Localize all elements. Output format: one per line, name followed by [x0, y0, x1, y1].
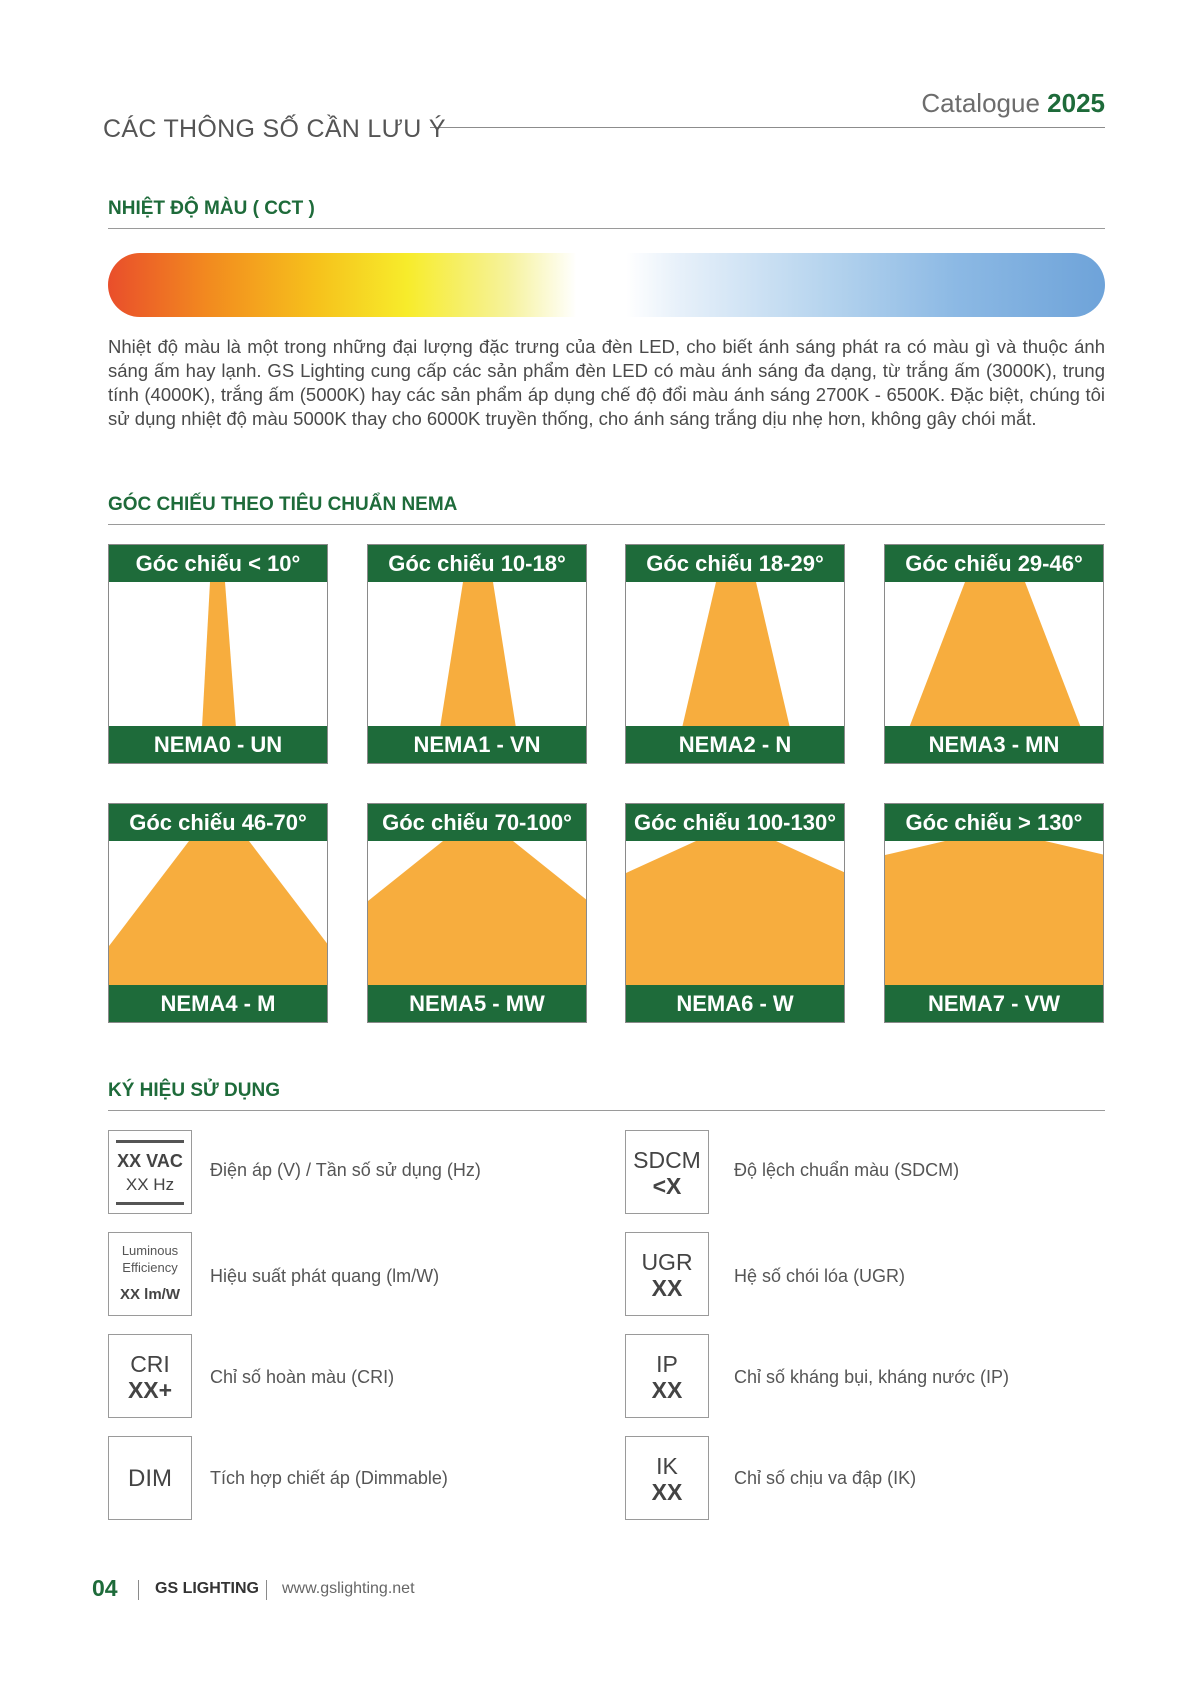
page-number: 04 — [92, 1575, 118, 1601]
nema-card-angle: Góc chiếu 29-46° — [885, 545, 1103, 582]
nema-card-angle: Góc chiếu < 10° — [109, 545, 327, 582]
nema-card-0 — [108, 544, 328, 764]
nema-card-label: NEMA3 - MN — [885, 726, 1103, 763]
symbol-line1: UGR — [641, 1249, 693, 1275]
symbol-desc: Chỉ số chịu va đập (IK) — [734, 1468, 917, 1488]
symbol-line1: DIM — [128, 1465, 172, 1492]
cct-heading: NHIỆT ĐỘ MÀU ( CCT ) — [108, 198, 315, 219]
symbol-line2: <X — [652, 1173, 682, 1199]
footer-separator — [138, 1580, 139, 1600]
nema-card-1 — [367, 544, 587, 764]
symbol-line1: IK — [656, 1453, 678, 1479]
symbol-line1: SDCM — [633, 1147, 701, 1173]
luminous-efficiency-symbol — [108, 1232, 192, 1316]
nema-card-6 — [625, 803, 845, 1023]
beam-shape-nema3 — [885, 582, 1104, 728]
symbol-desc: Hệ số chói lóa (UGR) — [734, 1266, 906, 1286]
symbol-line2: XX — [651, 1377, 683, 1403]
nema-card-label: NEMA0 - UN — [109, 726, 327, 763]
symbol-line1: Luminous — [121, 1243, 179, 1258]
symbol-line1: IP — [656, 1351, 678, 1377]
nema-card-7 — [884, 803, 1104, 1023]
symbol-desc: Chỉ số hoàn màu (CRI) — [210, 1367, 395, 1387]
nema-card-label: NEMA2 - N — [626, 726, 844, 763]
symbol-line2: XX — [651, 1479, 683, 1505]
nema-card-label: NEMA4 - M — [109, 985, 327, 1022]
catalogue-word: Catalogue — [921, 88, 1040, 118]
footer-separator — [266, 1580, 267, 1600]
beam-shape-nema7 — [885, 841, 1104, 987]
symbol-desc: Chỉ số kháng bụi, kháng nước (IP) — [734, 1367, 1009, 1387]
cct-description: Nhiệt độ màu là một trong những đại lượng đặc trưng của đèn LED, cho biết ánh sáng phát ra có màu gì và thuộc ánh sáng ấm hay lạnh. GS Lighting cung cấp các sản phẩm đèn LED có màu ánh sáng đa dạng, từ trắng ấm (3000K), trung tính (4000K), trắng ấm (5000K) hay các sản phẩm áp dụng chế độ đổi màu ánh sáng 2700K - 6500K. Đặc biệt, chúng tôi sử dụng nhiệt độ màu 5000K thay cho 6000K truyền thống, cho ánh sáng trắng dịu nhẹ hơn, không gây chói mắt. — [108, 336, 1105, 429]
symbol-bottom-rule — [116, 1202, 184, 1205]
cct-gradient-bar — [108, 253, 1105, 317]
symbols-heading: KÝ HIỆU SỬ DỤNG — [108, 1080, 281, 1101]
footer-brand: GS LIGHTING — [155, 1580, 259, 1597]
nema-card-angle: Góc chiếu 18-29° — [626, 545, 844, 582]
nema-card-4 — [108, 803, 328, 1023]
nema-card-angle: Góc chiếu > 130° — [885, 804, 1103, 841]
dim-symbol — [108, 1436, 192, 1520]
nema-card-angle: Góc chiếu 10-18° — [368, 545, 586, 582]
ip-symbol — [625, 1334, 709, 1418]
beam-shape-nema5 — [368, 841, 587, 987]
sdcm-symbol — [625, 1130, 709, 1214]
nema-heading: GÓC CHIẾU THEO TIÊU CHUẨN NEMA — [108, 494, 458, 515]
nema-card-label: NEMA5 - MW — [368, 985, 586, 1022]
beam-shape-nema2 — [626, 582, 845, 728]
symbol-line1: XX VAC — [117, 1151, 183, 1171]
nema-heading-divider — [108, 524, 1105, 525]
symbol-desc: Độ lệch chuẩn màu (SDCM) — [734, 1160, 960, 1180]
symbol-desc: Điện áp (V) / Tần số sử dụng (Hz) — [210, 1160, 481, 1180]
beam-shape-nema6 — [626, 841, 845, 987]
symbol-desc: Tích hợp chiết áp (Dimmable) — [210, 1468, 448, 1488]
symbol-line2: XX lm/W — [119, 1286, 180, 1303]
beam-shape-nema1 — [368, 582, 587, 728]
cct-heading-divider — [108, 228, 1105, 229]
symbol-top-rule — [116, 1140, 184, 1143]
footer-website-link[interactable]: www.gslighting.net — [282, 1580, 415, 1597]
symbol-line1b: Efficiency — [122, 1260, 178, 1275]
nema-card-label: NEMA1 - VN — [368, 726, 586, 763]
nema-card-5 — [367, 803, 587, 1023]
nema-card-2 — [625, 544, 845, 764]
symbol-line2: XX — [651, 1275, 683, 1301]
symbol-line2: XX Hz — [125, 1175, 175, 1194]
symbol-desc: Hiệu suất phát quang (lm/W) — [210, 1266, 440, 1286]
symbols-heading-divider — [108, 1110, 1105, 1111]
nema-card-angle: Góc chiếu 46-70° — [109, 804, 327, 841]
header-divider — [430, 127, 1105, 128]
symbol-line2: XX+ — [127, 1377, 173, 1403]
beam-shape-nema4 — [109, 841, 328, 987]
nema-card-label: NEMA7 - VW — [885, 985, 1103, 1022]
nema-card-label: NEMA6 - W — [626, 985, 844, 1022]
voltage-frequency-symbol — [108, 1130, 192, 1214]
ik-symbol — [625, 1436, 709, 1520]
nema-card-angle: Góc chiếu 70-100° — [368, 804, 586, 841]
catalogue-label — [700, 88, 1105, 119]
cri-symbol — [108, 1334, 192, 1418]
nema-card-3 — [884, 544, 1104, 764]
ugr-symbol — [625, 1232, 709, 1316]
page-title: CÁC THÔNG SỐ CẦN LƯU Ý — [103, 115, 446, 143]
catalogue-year: 2025 — [1047, 88, 1105, 118]
beam-shape-nema0 — [109, 582, 328, 728]
nema-card-angle: Góc chiếu 100-130° — [626, 804, 844, 841]
symbol-line1: CRI — [130, 1351, 170, 1377]
